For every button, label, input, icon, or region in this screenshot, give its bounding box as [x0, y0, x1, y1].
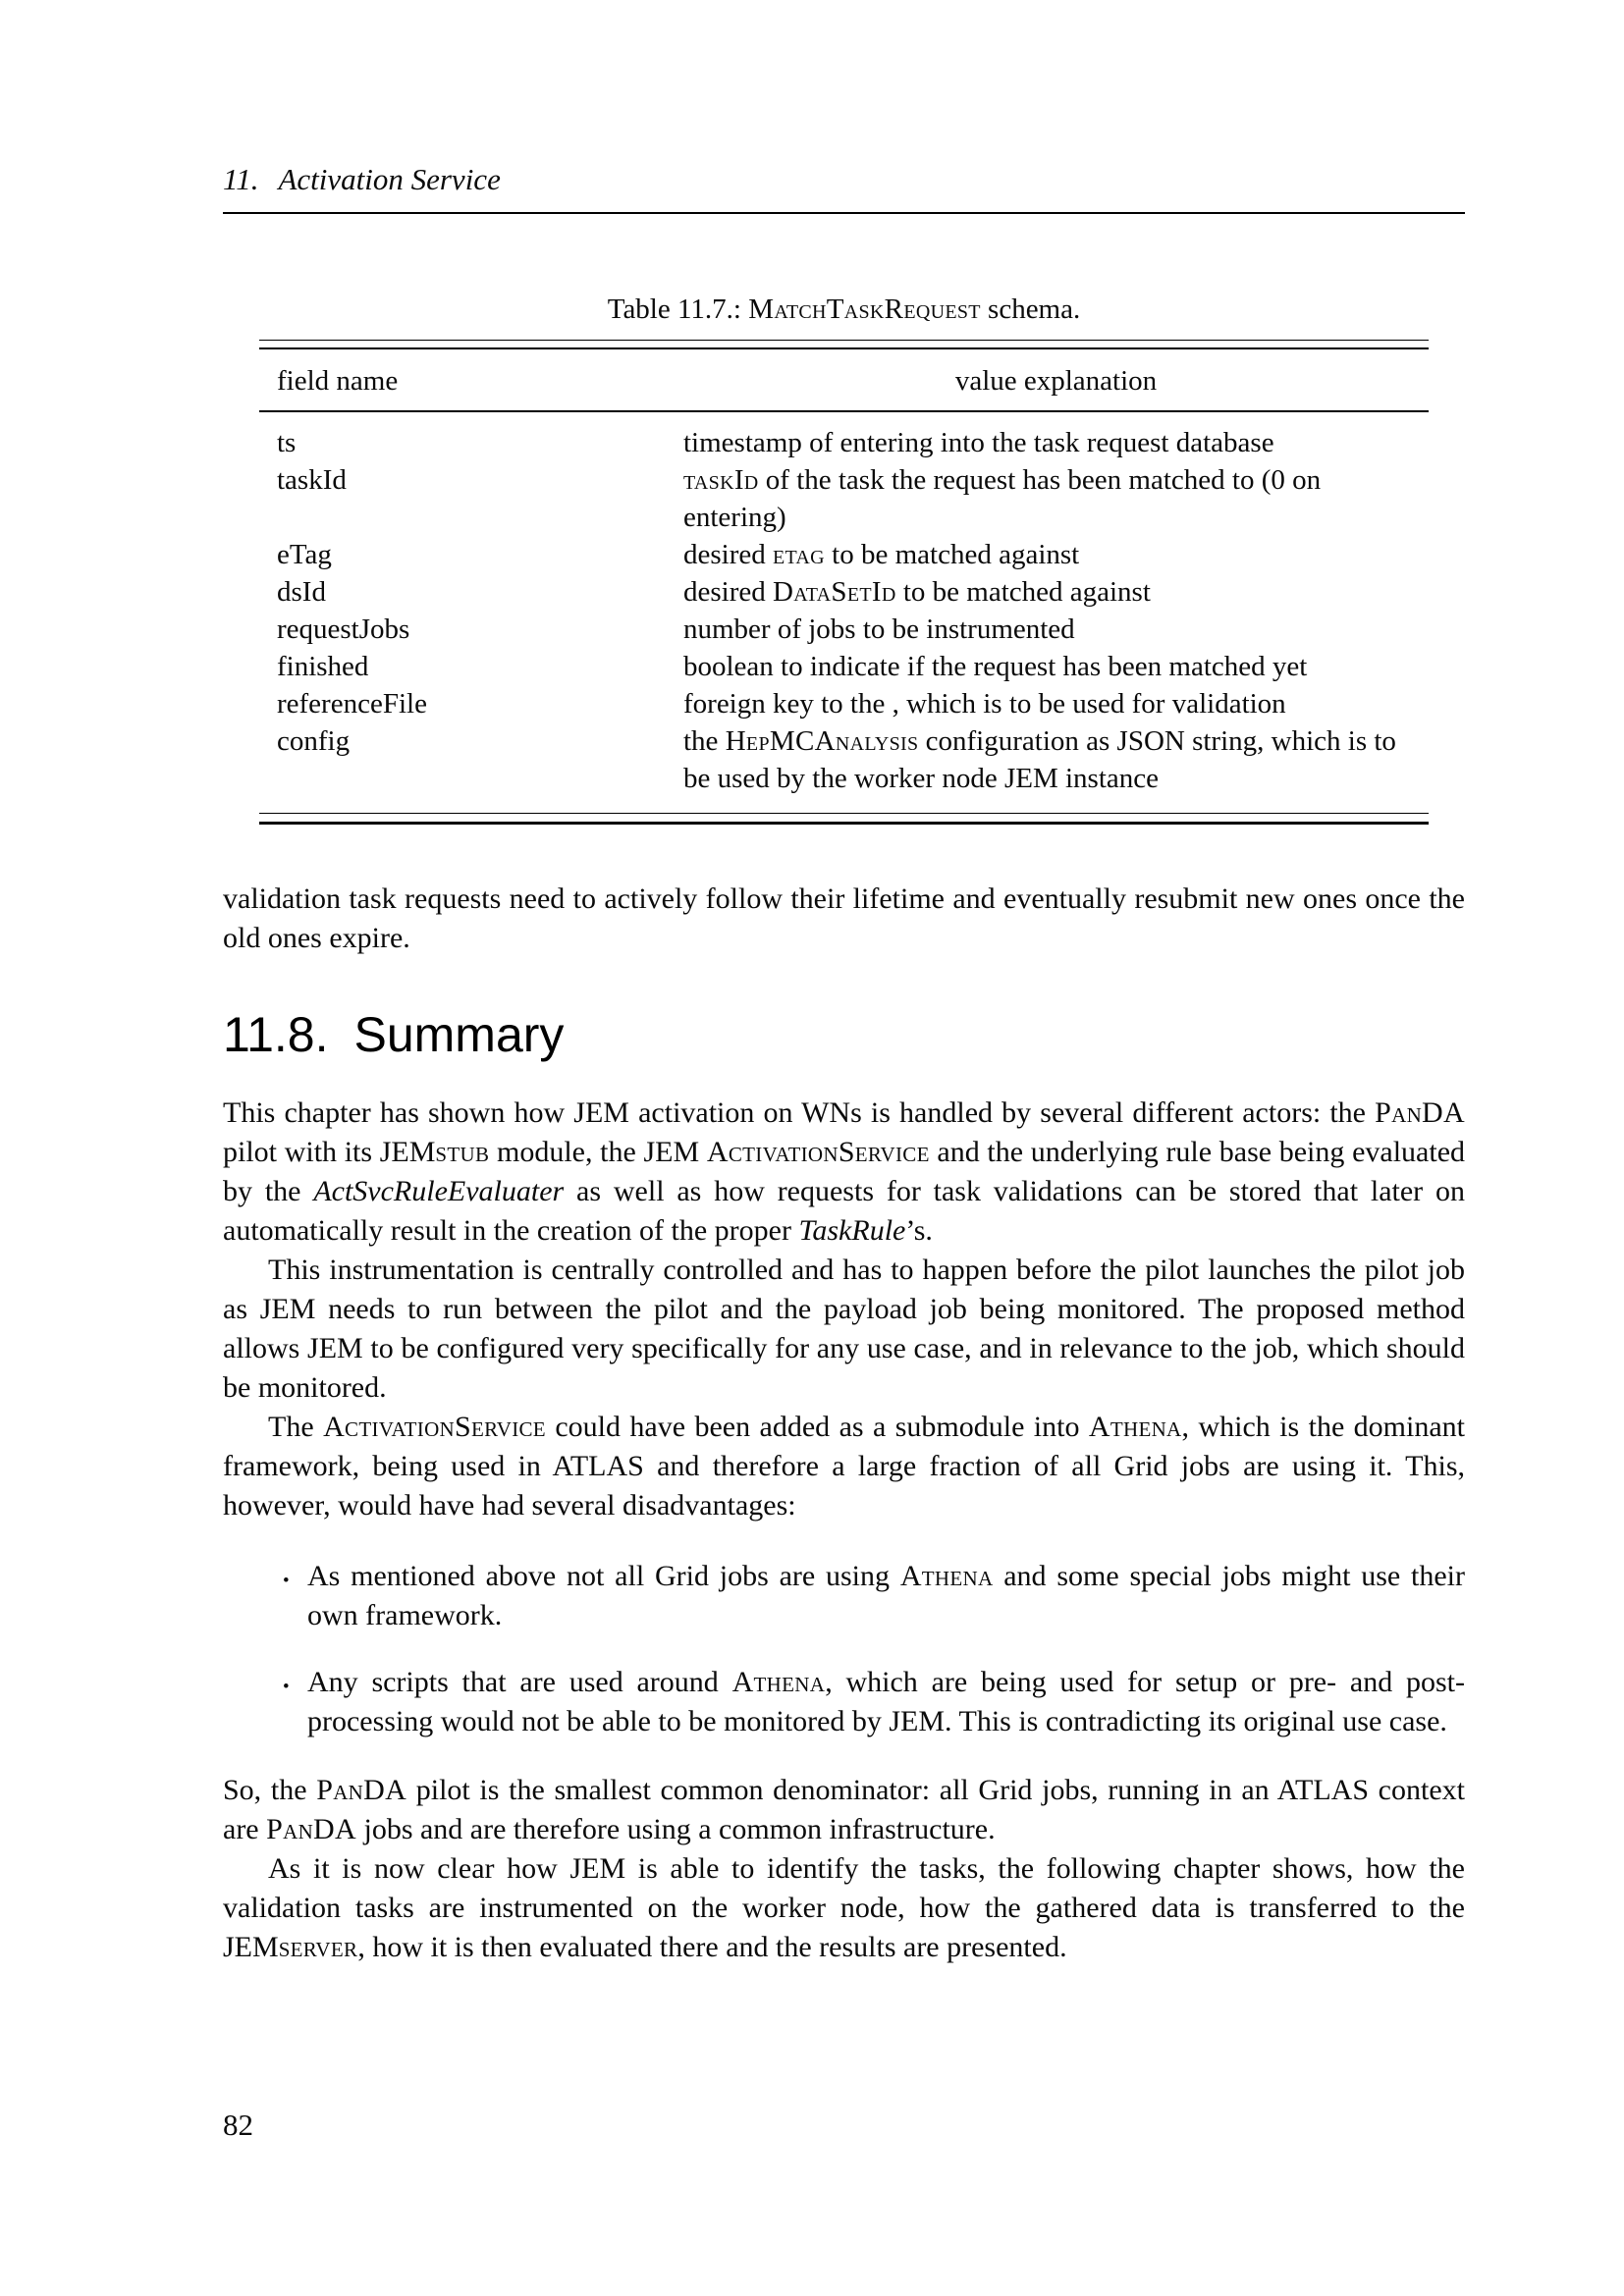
bullet-item	[223, 1663, 1465, 1741]
text-run: Athena	[899, 1560, 994, 1592]
text-run: validation task requests need to actively follow their lifetime and eventually resubmit new ones once the old ones expire.	[223, 882, 1465, 954]
closing-paragraphs	[223, 1771, 1465, 1967]
text-run: taskId	[683, 464, 759, 496]
text-run: , which is the dominant framework, being used in ATLAS and therefore a large fraction of all Grid jobs are using it. This, however, would have had several disadvantages:	[223, 1411, 1466, 1522]
running-header-chapter-number: 11.	[223, 162, 259, 196]
text-run: Any scripts that are used around	[307, 1666, 732, 1698]
field-name-cell: finished	[277, 651, 369, 682]
text-run: etag	[773, 539, 825, 570]
field-name-cell: requestJobs	[277, 614, 410, 645]
text-run: ActivationService	[323, 1411, 546, 1443]
text-run: timestamp of entering into the task request database	[683, 427, 1274, 458]
text-run: The	[268, 1411, 324, 1443]
text-run: , how it is then evaluated there and the results are presented.	[357, 1931, 1067, 1963]
text-run: PanDA	[316, 1774, 407, 1806]
bullet-list	[223, 1557, 1465, 1741]
text-run: of the task the request has been matched to (0 on entering)	[683, 464, 1322, 533]
value-cell	[683, 424, 1429, 461]
page-number: 82	[223, 2108, 253, 2142]
table-header-row	[259, 349, 1429, 410]
value-cell	[683, 685, 1429, 722]
text-run: boolean to indicate if the request has been matched yet	[683, 651, 1308, 682]
text-run: module, the JEM	[489, 1136, 707, 1168]
text-run: This instrumentation is centrally controlled and has to happen before the pilot launches the pilot job as JEM needs to run between the pilot and the payload job being monitored. The proposed method allows JEM to be configured very specifically for any use case, and in relevance to the job, which should be monitored.	[223, 1254, 1465, 1404]
text-run: DataSetId	[773, 576, 896, 608]
bullet-text	[307, 1666, 1465, 1737]
text-run: ActivationService	[706, 1136, 930, 1168]
text-run: number of jobs to be instrumented	[683, 614, 1075, 645]
table-top-rule	[259, 340, 1429, 349]
paragraph	[223, 1849, 1465, 1967]
text-run: schema.	[980, 294, 1081, 325]
text-run: desired	[683, 539, 773, 570]
value-cell	[683, 648, 1429, 685]
paragraph	[223, 1771, 1465, 1849]
field-name-cell: referenceFile	[277, 688, 427, 720]
text-run: MatchTaskRequest	[748, 294, 981, 325]
running-header	[223, 162, 1465, 214]
text-run: HepMCAnalysis	[725, 725, 919, 757]
section-heading	[223, 1007, 1465, 1062]
text-run: Athena	[731, 1666, 826, 1698]
table-row	[259, 611, 1429, 648]
text-run: foreign key to the , which is to be used for validation	[683, 688, 1286, 720]
field-name-cell: config	[277, 725, 351, 757]
text-run: As mentioned above not all Grid jobs are using	[307, 1560, 900, 1592]
text-run: Table 11.7.:	[607, 294, 749, 325]
paragraph	[223, 1408, 1465, 1525]
field-name-cell: ts	[277, 427, 297, 458]
text-run: ’s.	[905, 1214, 933, 1247]
table-body	[259, 412, 1429, 813]
text-run: ActSvcRuleEvaluater	[313, 1175, 565, 1207]
bullet-item	[223, 1557, 1465, 1635]
text-run: This chapter has shown how JEM activation on WNs is handled by several different actors: the	[223, 1096, 1376, 1129]
text-run: pilot is the smallest common denominator: all Grid jobs, running in an ATLAS context are	[223, 1774, 1465, 1845]
text-run: configuration as JSON string, which is to be used by the worker node JEM instance	[683, 725, 1396, 794]
bullet-icon: •	[283, 1677, 290, 1697]
section-number: 11.8.	[223, 1007, 329, 1062]
value-cell	[683, 536, 1429, 573]
bullet-icon: •	[283, 1571, 290, 1591]
text-run: stub	[435, 1136, 490, 1168]
column-header-value-explanation: value explanation	[954, 365, 1158, 397]
text-run: TaskRule	[798, 1214, 906, 1247]
running-header-chapter-title: Activation Service	[278, 162, 501, 196]
field-name-cell: dsId	[277, 576, 326, 608]
continued-paragraph	[223, 880, 1465, 958]
paragraph	[223, 1094, 1465, 1251]
table-row	[259, 648, 1429, 685]
text-run: PanDA	[1375, 1096, 1465, 1129]
table-row	[259, 536, 1429, 573]
value-cell	[683, 573, 1429, 611]
text-run: could have been added as a submodule into	[545, 1411, 1089, 1443]
field-name-cell: taskId	[277, 464, 347, 496]
text-run: Athena	[1088, 1411, 1182, 1443]
text-run: So, the	[223, 1774, 317, 1806]
text-run: desired	[683, 576, 773, 608]
paragraph	[223, 1251, 1465, 1408]
table-row	[259, 424, 1429, 461]
field-name-cell: eTag	[277, 539, 332, 570]
table-caption	[223, 291, 1465, 328]
value-cell	[683, 461, 1429, 536]
summary-paragraphs	[223, 1094, 1465, 1525]
column-header-field-name: field name	[277, 365, 399, 397]
value-cell	[683, 611, 1429, 648]
text-run: As it is now clear how JEM is able to identify the tasks, the following chapter shows, how the validation tasks are instrumented on the worker node, how the gathered data is transferred to the JEM	[223, 1852, 1465, 1963]
schema-table	[259, 340, 1429, 825]
table-row	[259, 722, 1429, 797]
table-row	[259, 461, 1429, 536]
text-run: jobs and are therefore using a common infrastructure.	[355, 1813, 996, 1845]
text-run: to be matched against	[824, 539, 1080, 570]
value-cell	[683, 722, 1429, 797]
section-title: Summary	[353, 1007, 565, 1062]
text-run: the	[683, 725, 726, 757]
text-run: , which are being used for setup or pre- and post-processing would not be able to be monitored by JEM. This is contradicting its original use case.	[307, 1666, 1465, 1737]
text-run: PanDA	[266, 1813, 356, 1845]
table-row	[259, 573, 1429, 611]
text-run: and the underlying rule base being evaluated by the	[223, 1136, 1466, 1207]
table-bottom-rule	[259, 813, 1429, 825]
text-run: pilot with its JEM	[223, 1136, 436, 1168]
text-run: to be matched against	[895, 576, 1151, 608]
text-run: as well as how requests for task validations can be stored that later on automatically result in the creation of the proper	[223, 1175, 1465, 1247]
text-run: server	[278, 1931, 358, 1963]
page-content	[223, 162, 1465, 1967]
table-row	[259, 685, 1429, 722]
bullet-text	[307, 1560, 1465, 1631]
text-run: and some special jobs might use their own framework.	[307, 1560, 1465, 1631]
